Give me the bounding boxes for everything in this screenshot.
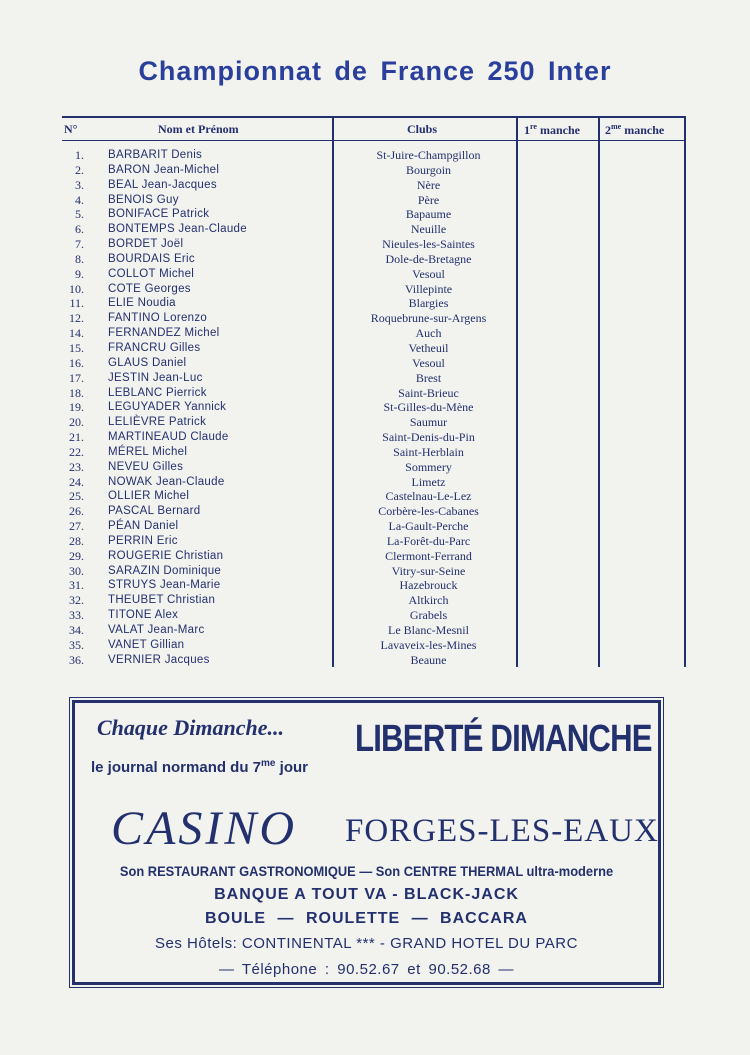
table-row	[62, 178, 686, 193]
row-club: Bapaume	[405, 207, 452, 222]
ad-liberte-dimanche: LIBERTÉ DIMANCHE	[355, 718, 652, 760]
row-number: 9.	[75, 266, 84, 281]
row-club: Neuille	[410, 222, 447, 237]
table-row	[62, 504, 686, 519]
row-name: JESTIN Jean-Luc	[108, 371, 203, 384]
row-club: Limetz	[411, 474, 446, 489]
table-header-rule	[62, 140, 686, 141]
row-number: 11.	[69, 296, 84, 311]
advertisement-box	[72, 700, 661, 985]
row-club: Saint-Herblain	[393, 444, 464, 459]
row-number: 32.	[69, 593, 84, 608]
row-name: BEAL Jean-Jacques	[108, 178, 217, 191]
row-club: Père	[417, 192, 440, 207]
row-number: 34.	[69, 623, 84, 637]
table-row	[62, 326, 686, 341]
row-name: STRUYS Jean-Marie	[108, 579, 221, 592]
table-body	[62, 148, 686, 668]
row-name: VANET Gillian	[108, 638, 185, 651]
header-number: N°	[64, 122, 78, 136]
row-number: 14.	[69, 326, 84, 341]
row-number: 20.	[69, 415, 84, 430]
row-club: Nieules-les-Saintes	[382, 237, 475, 252]
table-row	[62, 475, 686, 490]
ad-telephone: — Téléphone : 90.52.67 et 90.52.68 —	[218, 961, 515, 978]
row-club: Saint-Brieuc	[398, 385, 459, 400]
row-name: NEVEU Gilles	[108, 460, 184, 473]
row-number: 33.	[69, 608, 84, 623]
table-top-rule	[62, 116, 686, 118]
row-name: VALAT Jean-Marc	[108, 624, 205, 636]
row-number: 1.	[75, 148, 84, 162]
table-row	[62, 267, 686, 282]
row-name: FANTINO Lorenzo	[108, 312, 208, 325]
row-number: 10.	[69, 281, 84, 296]
table-row	[62, 386, 686, 401]
table-row	[62, 653, 686, 668]
row-number: 22.	[69, 444, 84, 459]
table-row	[62, 341, 686, 356]
page-title: Championnat de France 250 Inter	[138, 56, 612, 86]
header-manche-1: 1re manche	[524, 122, 580, 137]
row-club: St-Gilles-du-Mène	[383, 400, 474, 415]
row-number: 17.	[69, 370, 84, 385]
table-row	[62, 430, 686, 445]
table-row	[62, 282, 686, 297]
row-name: BENOIS Guy	[108, 193, 179, 206]
row-name: SARAZIN Dominique	[108, 564, 222, 577]
header-club: Clubs	[407, 122, 438, 136]
table-row	[62, 578, 686, 593]
header-manche-2: $2^{me}$ manche	[605, 122, 665, 137]
row-club: Bourgoin	[405, 162, 452, 177]
row-name: OLLIER Michel	[108, 490, 190, 503]
table-row	[62, 163, 686, 178]
row-club: Dole-de-Bretagne	[385, 251, 472, 266]
row-club: Saint-Denis-du-Pin	[382, 430, 475, 445]
table-row	[62, 252, 686, 267]
row-name: TITONE Alex	[108, 609, 179, 622]
row-number: 8.	[75, 251, 84, 266]
row-club: Nère	[416, 177, 441, 192]
header-name: Nom et Prénom	[158, 122, 239, 136]
table-row	[62, 608, 686, 623]
row-name: COLLOT Michel	[108, 267, 195, 280]
table-row	[62, 193, 686, 208]
row-number: 15.	[69, 340, 84, 355]
row-number: 12.	[69, 311, 84, 326]
row-number: 18.	[69, 385, 84, 400]
row-name: ROUGERIE Christian	[108, 549, 224, 562]
row-number: 5.	[75, 207, 84, 222]
table-row	[62, 148, 686, 163]
table-row	[62, 549, 686, 564]
row-number: 4.	[75, 192, 84, 207]
row-club: Hazebrouck	[399, 578, 458, 593]
row-club: St-Juire-Champgillon	[376, 148, 481, 162]
row-number: 26.	[69, 504, 84, 519]
row-name: BARBARIT Denis	[108, 149, 203, 161]
row-club: Vetheuil	[408, 340, 449, 355]
row-number: 27.	[69, 519, 84, 534]
row-name: BONIFACE Patrick	[108, 208, 210, 221]
row-number: 30.	[69, 563, 84, 578]
row-club: Castelnau-Le-Lez	[385, 489, 472, 504]
row-club: Le Blanc-Mesnil	[388, 623, 469, 637]
row-number: 24.	[69, 474, 84, 489]
row-number: 2.	[75, 162, 84, 177]
row-number: 6.	[75, 222, 84, 237]
row-club: Grabels	[409, 608, 448, 623]
row-name: ELIE Noudia	[108, 297, 176, 310]
row-number: 25.	[69, 489, 84, 504]
row-number: 28.	[69, 533, 84, 548]
ad-casino: CASINO	[111, 802, 297, 855]
row-name: BARON Jean-Michel	[108, 163, 220, 176]
ad-banque: BANQUE A TOUT VA - BLACK-JACK	[214, 886, 519, 903]
table-row	[62, 237, 686, 252]
row-club: Vitry-sur-Seine	[391, 563, 466, 578]
table-row	[62, 534, 686, 549]
table-row	[62, 593, 686, 608]
row-number: 31.	[69, 578, 84, 593]
row-club: Clermont-Ferrand	[385, 548, 472, 563]
table-row	[62, 296, 686, 311]
ad-chaque-dimanche: Chaque Dimanche...	[97, 715, 285, 740]
row-name: PERRIN Eric	[108, 534, 178, 547]
table-row	[62, 460, 686, 475]
row-club: Corbère-les-Cabanes	[378, 504, 479, 519]
table-row	[62, 222, 686, 237]
row-number: 23.	[69, 459, 84, 474]
ad-restaurant: Son RESTAURANT GASTRONOMIQUE — Son CENTRE THERMAL ultra-moderne	[119, 863, 614, 879]
row-club: Beaune	[410, 652, 447, 667]
row-name: LEBLANC Pierrick	[108, 386, 207, 399]
row-name: BONTEMPS Jean-Claude	[108, 223, 247, 236]
row-name: THEUBET Christian	[108, 594, 216, 607]
row-club: Roquebrune-sur-Argens	[370, 311, 487, 326]
table-row	[62, 415, 686, 430]
table-row	[62, 356, 686, 371]
row-club: Vesoul	[412, 266, 445, 281]
row-number: 7.	[75, 237, 84, 252]
row-number: 36.	[69, 652, 84, 667]
row-club: La-Forêt-du-Parc	[386, 533, 471, 548]
row-number: 3.	[75, 177, 84, 192]
row-name: LEGUYADER Yannick	[108, 401, 227, 414]
row-number: 21.	[69, 430, 84, 445]
row-club: Lavaveix-les-Mines	[380, 637, 477, 652]
ad-forges-les-eaux: FORGES-LES-EAUX	[345, 813, 659, 849]
ad-hotels: Ses Hôtels: CONTINENTAL *** - GRAND HOTEL DU PARC	[155, 935, 578, 952]
table-row	[62, 400, 686, 415]
table-row	[62, 489, 686, 504]
row-name: FERNANDEZ Michel	[108, 327, 220, 340]
table-row	[62, 207, 686, 222]
row-club: Auch	[415, 326, 442, 341]
row-name: BOURDAIS Eric	[108, 252, 195, 265]
table-row	[62, 445, 686, 460]
row-number: 29.	[69, 548, 84, 563]
row-club: La-Gault-Perche	[388, 519, 469, 534]
row-name: COTE Georges	[108, 282, 191, 295]
row-number: 16.	[69, 355, 84, 370]
table-row	[62, 519, 686, 534]
row-name: MARTINEAUD Claude	[108, 431, 229, 444]
row-number: 19.	[69, 400, 84, 415]
ad-journal-tagline: le journal normand du $7^{me}$ jour	[91, 758, 308, 776]
row-club: Vesoul	[412, 355, 445, 370]
row-name: BORDET Joël	[108, 238, 184, 251]
row-name: FRANCRU Gilles	[108, 341, 201, 354]
row-name: NOWAK Jean-Claude	[108, 475, 225, 488]
row-name: PÉAN Daniel	[108, 520, 179, 533]
row-club: Brest	[415, 370, 442, 385]
row-club: Blargies	[408, 296, 449, 311]
ad-boule: BOULE — ROULETTE — BACCARA	[205, 910, 528, 927]
row-club: Villepinte	[404, 281, 453, 296]
row-name: VERNIER Jacques	[108, 653, 210, 666]
table-row	[62, 564, 686, 579]
table-row	[62, 311, 686, 326]
row-name: GLAUS Daniel	[108, 356, 187, 369]
row-club: Saumur	[409, 415, 448, 430]
row-name: LELIÈVRE Patrick	[108, 416, 207, 429]
row-number: 35.	[69, 637, 84, 652]
table-row	[62, 638, 686, 653]
table-row	[62, 623, 686, 638]
row-club: Sommery	[405, 459, 452, 474]
row-name: MÉREL Michel	[108, 445, 188, 458]
row-name: PASCAL Bernard	[108, 505, 201, 518]
table-row	[62, 371, 686, 386]
row-club: Altkirch	[408, 593, 449, 608]
